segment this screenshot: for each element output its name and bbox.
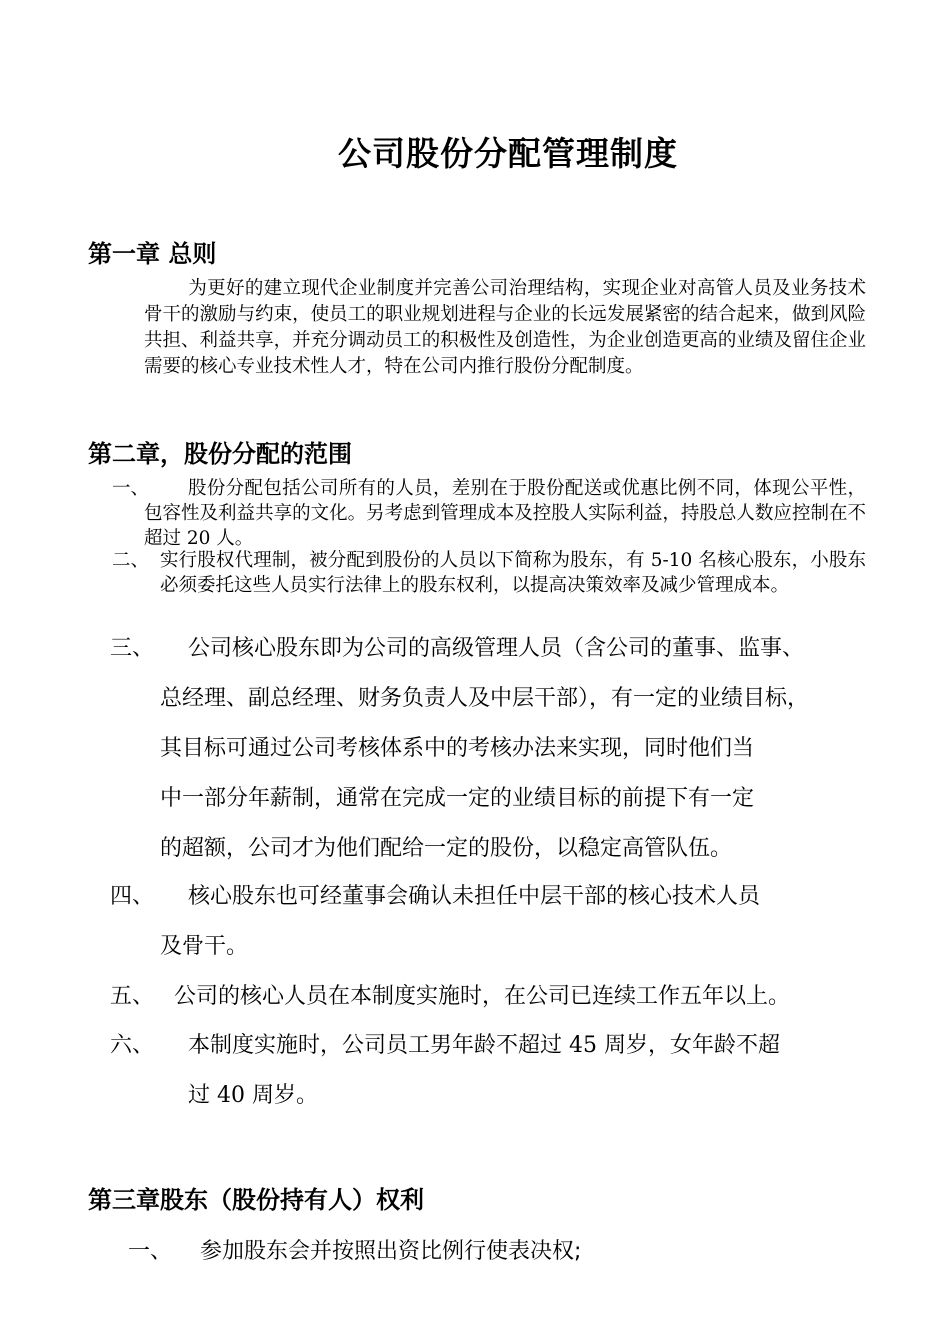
item-text-line: 及骨干。 xyxy=(160,934,249,959)
chapter-1-heading: 第一章 总则 xyxy=(88,240,217,268)
chapter-2-item-5 xyxy=(110,972,890,1022)
document-title: 公司股份分配管理制度 xyxy=(338,134,678,173)
chapter-2-item-1 xyxy=(112,476,866,551)
item-number: 四、 xyxy=(110,884,155,909)
chapter-2-item-2 xyxy=(112,548,866,598)
chapter-1-body: 为更好的建立现代企业制度并完善公司治理结构，实现企业对高管人员及业务技术骨干的激励与约束，使员工的职业规划进程与企业的长远发展紧密的结合起来，做到风险共担、利益共享，并充分调动员工的积极性及创造性，为企业创造更高的业绩及留住企业需要的核心专业技术性人才，特在公司内推行股份分配制度。 xyxy=(144,278,866,377)
item-number: 六、 xyxy=(110,1033,155,1058)
item-text-line: 的超额，公司才为他们配给一定的股份，以稳定高管队伍。 xyxy=(160,836,733,861)
item-text-line: 其目标可通过公司考核体系中的考核办法来实现，同时他们当 xyxy=(160,736,755,761)
chapter-2-item-4 xyxy=(110,872,890,972)
chapter-3-item-1 xyxy=(128,1234,581,1265)
item-text-line: 本制度实施时，公司员工男年龄不超过 45 周岁，女年龄不超 xyxy=(188,1033,780,1058)
item-text: 参加股东会并按照出资比例行使表决权; xyxy=(200,1239,582,1264)
item-number: 三、 xyxy=(110,636,155,661)
chapter-2-item-3 xyxy=(110,624,890,874)
item-text: 实行股权代理制，被分配到股份的人员以下简称为股东，有 5-10 名核心股东，小股东必须委托这些人员实行法律上的股东权利，以提高决策效率及减少管理成本。 xyxy=(160,550,866,596)
item-text-line: 中一部分年薪制，通常在完成一定的业绩目标的前提下有一定 xyxy=(160,786,755,811)
item-number: 五、 xyxy=(110,984,155,1009)
chapter-2-item-6 xyxy=(110,1021,890,1121)
chapter-1-paragraph xyxy=(144,276,866,380)
item-number: 二、 xyxy=(112,550,150,571)
item-text-line: 公司的核心人员在本制度实施时，在公司已连续工作五年以上。 xyxy=(174,984,791,1009)
item-text-line: 总经理、副总经理、财务负责人及中层干部），有一定的业绩目标， xyxy=(160,686,810,711)
item-number: 一、 xyxy=(128,1239,173,1264)
item-number: 一、 xyxy=(112,478,150,499)
item-text-line: 公司核心股东即为公司的高级管理人员（含公司的董事、监事、 xyxy=(188,636,805,661)
chapter-2-heading: 第二章，股份分配的范围 xyxy=(88,440,352,468)
item-text-line: 过 40 周岁。 xyxy=(188,1083,318,1108)
item-text-line: 核心股东也可经董事会确认未担任中层干部的核心技术人员 xyxy=(188,884,761,909)
item-text: 股份分配包括公司所有的人员，差别在于股份配送或优惠比例不同，体现公平性，包容性及利益共享的文化。另考虑到管理成本及控股人实际利益，持股总人数应控制在不超过 20 人。 xyxy=(144,478,866,549)
chapter-3-heading: 第三章股东（股份持有人）权利 xyxy=(88,1186,424,1214)
